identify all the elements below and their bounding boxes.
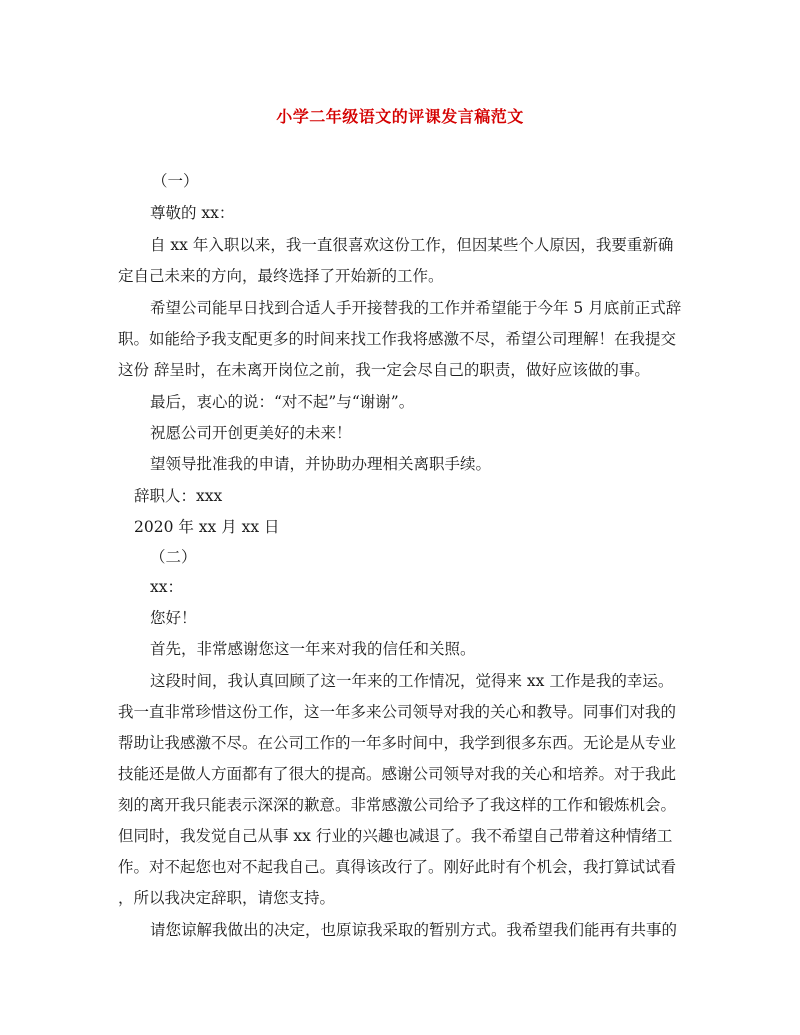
paragraph-line: 但同时，我发觉自己从事 xx 行业的兴趣也减退了。我不希望自己带着这种情绪工 (118, 827, 673, 845)
paragraph-line: 这份 辞呈时，在未离开岗位之前，我一定会尽自己的职责，做好应该做的事。 (118, 361, 650, 379)
greeting-line: 您好！ (150, 609, 197, 627)
section-1-heading: （一） (152, 172, 199, 190)
paragraph-line: 首先，非常感谢您这一年来对我的信任和关照。 (150, 640, 476, 658)
paragraph-line: 职。如能给予我支配更多的时间来找工作我将感激不尽，希望公司理解！在我提交 (118, 330, 677, 348)
paragraph-line: 作。对不起您也对不起我自己。真得该改行了。刚好此时有个机会，我打算试试看 (118, 858, 677, 876)
date-line: 2020 年 xx 月 xx 日 (134, 518, 280, 536)
section-2-heading: （二） (150, 548, 197, 566)
signer-line: 辞职人：xxx (134, 487, 223, 505)
paragraph-line: 这段时间，我认真回顾了这一年来的工作情况，觉得来 xx 工作是我的幸运。 (150, 672, 674, 690)
paragraph-line: 希望公司能早日找到合适人手开接替我的工作并希望能于今年 5 月底前正式辞 (150, 299, 682, 317)
paragraph-line: 技能还是做人方面都有了很大的提高。感谢公司领导对我的关心和培养。对于我此 (118, 765, 677, 783)
paragraph-line: 自 xx 年入职以来，我一直很喜欢这份工作，但因某些个人原因，我要重新确 (150, 236, 674, 254)
document-title: 小学二年级语文的评课发言稿范文 (276, 107, 524, 126)
paragraph-line: 刻的离开我只能表示深深的歉意。非常感激公司给予了我这样的工作和锻炼机会。 (118, 796, 677, 814)
paragraph-line: 祝愿公司开创更美好的未来！ (150, 424, 352, 442)
paragraph-line: 我一直非常珍惜这份工作，这一年多来公司领导对我的关心和教导。同事们对我的 (118, 703, 677, 721)
paragraph-line: 帮助让我感激不尽。在公司工作的一年多时间中，我学到很多东西。无论是从专业 (118, 734, 677, 752)
salutation-2: xx： (150, 578, 183, 596)
paragraph-line: 最后，衷心的说：“对不起”与“谢谢”。 (150, 393, 415, 411)
paragraph-line: ，所以我决定辞职，请您支持。 (118, 889, 336, 907)
paragraph-line: 望领导批准我的申请，并协助办理相关离职手续。 (150, 455, 492, 473)
paragraph-line: 请您谅解我做出的决定，也原谅我采取的暂别方式。我希望我们能再有共事的 (150, 921, 678, 939)
paragraph-line: 定自己未来的方向，最终选择了开始新的工作。 (118, 267, 444, 285)
salutation-1: 尊敬的 xx： (150, 204, 235, 222)
